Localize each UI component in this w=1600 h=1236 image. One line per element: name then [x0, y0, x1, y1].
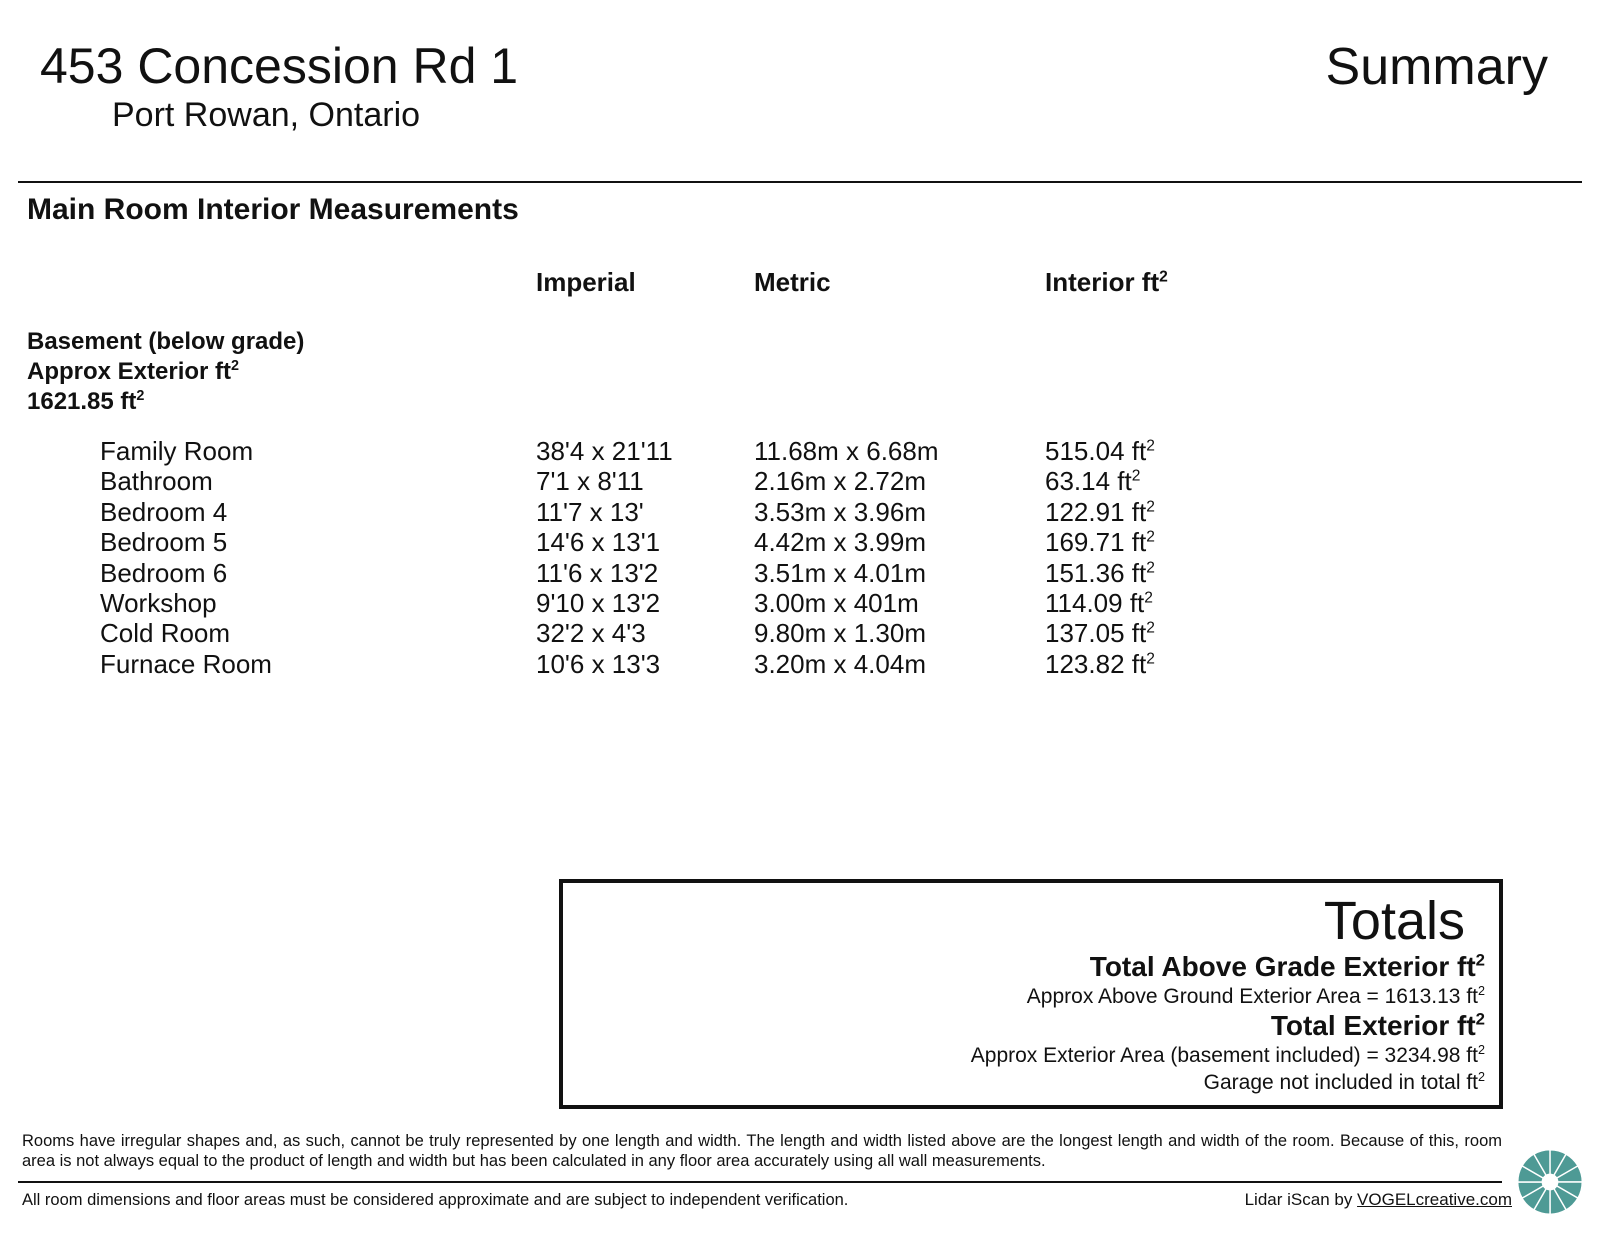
approximate-note: All room dimensions and floor areas must be considered approximate and are subject to independent verification. [22, 1191, 849, 1209]
superscript: 2 [1146, 558, 1155, 576]
column-header-imperial: Imperial [536, 267, 636, 297]
garage-note: Garage not included in total $ft^2$ [1203, 1070, 1485, 1094]
basement-heading: Basement (below grade) [27, 328, 305, 355]
room-area: 515.04 $ft^2$ [1045, 436, 1155, 466]
superscript: 2 [1475, 1009, 1485, 1029]
top-divider [18, 181, 1582, 183]
basement-summary [27, 327, 304, 417]
total-exterior-area: Approx Exterior Area (basement included) = 3234.98 $ft^2$ [970, 1043, 1485, 1067]
room-name: Bedroom 4 [100, 496, 228, 527]
address-line-2: Port Rowan, Ontario [112, 96, 421, 134]
above-grade-area: Approx Above Ground Exterior Area = 1613.13 $ft^2$ [1026, 984, 1485, 1008]
superscript: 2 [1146, 528, 1155, 546]
superscript: 2 [1477, 1043, 1485, 1057]
table-row [0, 436, 1600, 466]
room-imperial: 14'6 x 13'1 [536, 527, 661, 558]
above-grade-heading: Total Above Grade Exterior $ft^2$ [1089, 950, 1485, 982]
room-imperial: 32'2 x 4'3 [536, 618, 646, 649]
credit [1245, 1189, 1512, 1211]
room-imperial: 9'10 x 13'2 [536, 587, 661, 618]
superscript: 2 [1146, 650, 1155, 668]
total-exterior-heading: Total Exterior $ft^2$ [1270, 1009, 1485, 1041]
table-row [0, 466, 1600, 496]
column-header-metric: Metric [754, 267, 831, 297]
section-title: Main Room Interior Measurements [27, 193, 519, 226]
table-row [0, 588, 1600, 618]
superscript: 2 [1131, 467, 1141, 485]
room-name: Furnace Room [100, 648, 272, 679]
room-name: Workshop [100, 587, 217, 618]
room-imperial: 7'1 x 8'11 [536, 466, 644, 497]
room-imperial: 10'6 x 13'3 [536, 648, 661, 679]
room-table [0, 436, 1600, 679]
room-imperial: 38'4 x 21'11 [536, 436, 673, 466]
superscript: 2 [136, 388, 145, 404]
basement-exterior-value: 1621.85 $ft^2$ [27, 388, 145, 415]
room-metric: 2.16m x 2.72m [754, 466, 926, 497]
vogelcreative-link[interactable]: VOGELcreative.com [1357, 1190, 1512, 1209]
table-row [0, 527, 1600, 557]
superscript: 2 [1144, 589, 1153, 607]
room-metric: 4.42m x 3.99m [754, 527, 926, 558]
table-row [0, 497, 1600, 527]
room-metric: 3.51m x 4.01m [754, 557, 926, 588]
table-row [0, 558, 1600, 588]
credit-prefix: Lidar iScan by [1244, 1190, 1358, 1209]
room-metric: 3.00m x 401m [754, 587, 919, 618]
disclaimer: Rooms have irregular shapes and, as such, cannot be truly represented by one length and width. The length and width listed above are the longest length and width of the room. Because of this, room area is not always equal to the product of length and width but has been calculated in any floor area accurately using all wall measurements. [22, 1132, 1502, 1170]
room-metric: 11.68m x 6.68m [754, 436, 939, 466]
table-row [0, 618, 1600, 648]
superscript: 2 [231, 358, 240, 374]
superscript: 2 [1475, 950, 1485, 970]
totals-box [559, 879, 1503, 1109]
room-name: Bathroom [100, 466, 213, 497]
superscript: 2 [1146, 498, 1155, 516]
superscript: 2 [1146, 437, 1155, 455]
room-area: 151.36 $ft^2$ [1045, 557, 1155, 588]
room-imperial: 11'7 x 13' [536, 496, 644, 527]
room-area: 63.14 $ft^2$ [1045, 466, 1141, 497]
room-name: Bedroom 5 [100, 527, 228, 558]
aperture-logo-icon [1515, 1147, 1585, 1217]
totals-title: Totals [1323, 891, 1465, 951]
address-line-1: 453 Concession Rd 1 [40, 38, 519, 94]
room-area: 122.91 $ft^2$ [1045, 496, 1155, 527]
table-row [0, 649, 1600, 679]
room-metric: 9.80m x 1.30m [754, 618, 926, 649]
room-name: Cold Room [100, 618, 231, 649]
room-area: 123.82 $ft^2$ [1045, 648, 1155, 679]
room-name: Family Room [100, 436, 254, 466]
bottom-divider [18, 1181, 1502, 1183]
page-title: Summary [1325, 38, 1548, 96]
superscript: 2 [1159, 268, 1168, 286]
room-imperial: 11'6 x 13'2 [536, 557, 659, 588]
room-metric: 3.20m x 4.04m [754, 648, 926, 679]
room-area: 114.09 $ft^2$ [1045, 587, 1153, 618]
column-header-interior-label: Interior ft [1045, 267, 1160, 297]
superscript: 2 [1477, 984, 1485, 998]
room-metric: 3.53m x 3.96m [754, 496, 926, 527]
superscript: 2 [1146, 619, 1155, 637]
room-area: 169.71 $ft^2$ [1045, 527, 1155, 558]
basement-exterior-label: Approx Exterior $ft^2$ [27, 358, 240, 385]
room-name: Bedroom 6 [100, 557, 228, 588]
column-header-interior [1045, 266, 1168, 298]
superscript: 2 [1477, 1070, 1485, 1084]
room-area: 137.05 $ft^2$ [1045, 618, 1155, 649]
